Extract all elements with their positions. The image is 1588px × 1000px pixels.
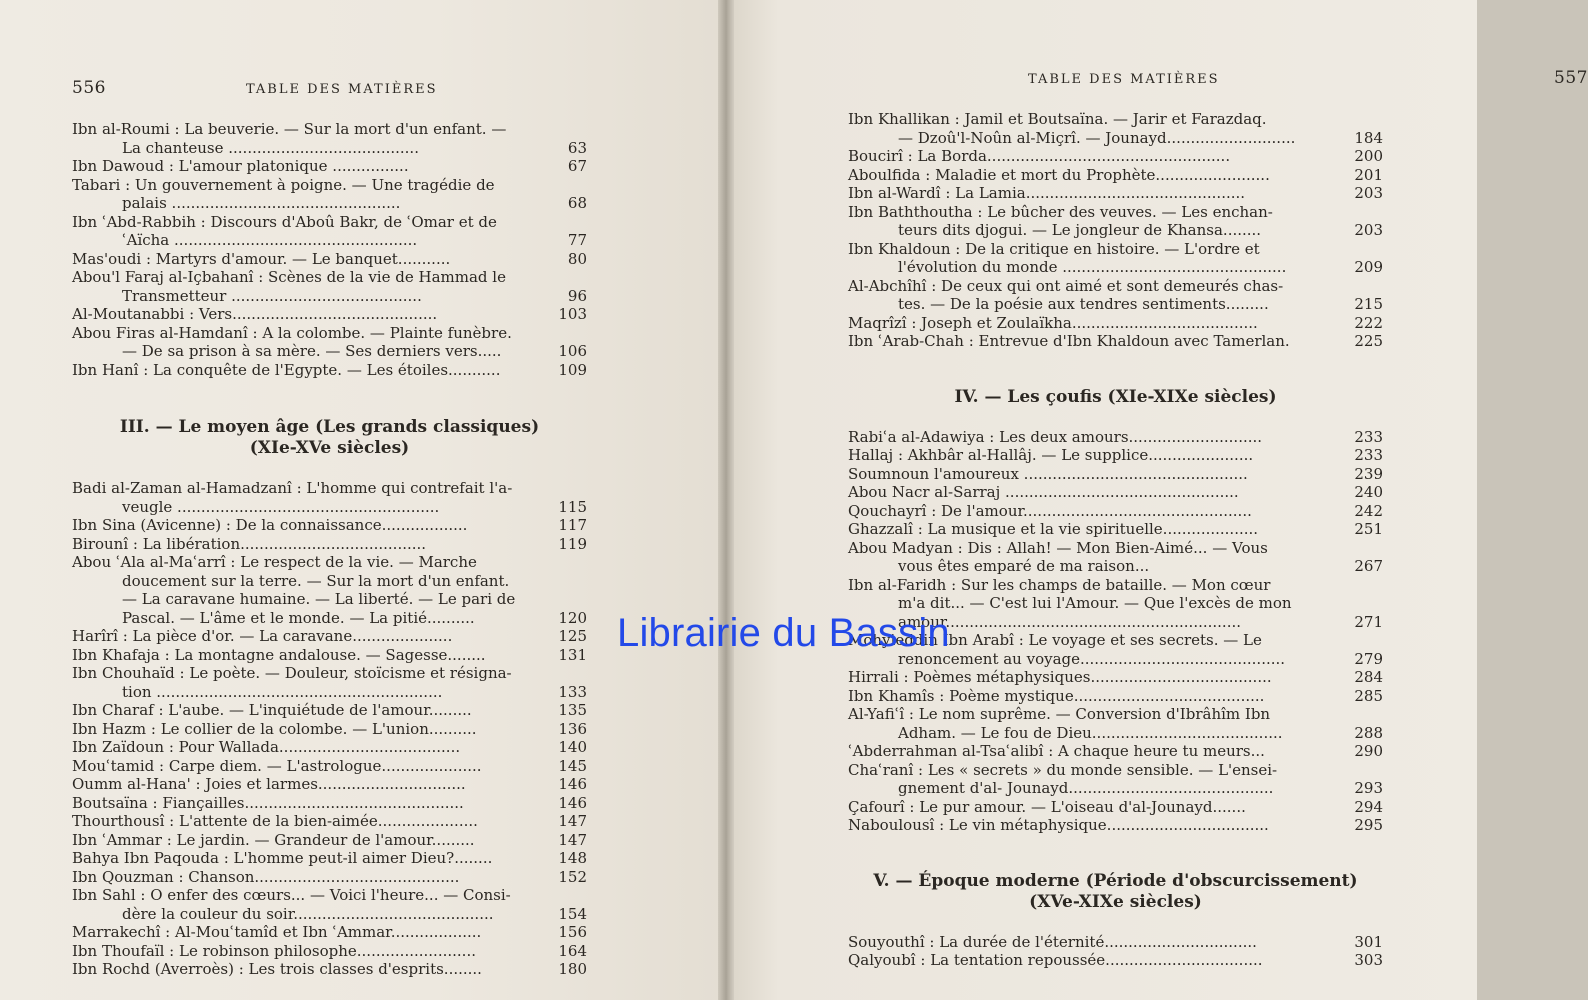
toc-entry-line: Ibn Zaïdoun : Pour Wallada...................................... [72, 738, 461, 756]
toc-entry-line: Ibn Dawoud : L'amour platonique ................ [72, 157, 409, 175]
toc-page-number: 288 [1354, 723, 1383, 742]
section-heading-v [848, 871, 1383, 913]
toc-entry-text [72, 553, 541, 627]
toc-entry [848, 951, 1383, 970]
toc-page-number: 146 [558, 793, 587, 812]
left-folio: 556 [72, 78, 106, 98]
toc-entry-line: Ibn Baththoutha : Le bûcher des veuves. — Les enchan- [848, 202, 1273, 221]
toc-entry [848, 147, 1383, 166]
left-page [0, 0, 722, 1000]
toc-page-number: 147 [558, 830, 587, 849]
toc-entry-line: Ibn Hazm : Le collier de la colombe. — L'union.......... [72, 719, 477, 738]
toc-page-number: 290 [1354, 742, 1383, 760]
toc-page-number: 77 [567, 231, 587, 249]
toc-entry-line: Ibn Qouzman : Chanson........................................... [72, 867, 460, 886]
toc-entry-line: ʿAbderrahman al-Tsaʿalibî : A chaque heure tu meurs... [848, 742, 1265, 760]
toc-entry-line: Hallaj : Akhbâr al-Hallâj. — Le supplice...................... [848, 446, 1254, 464]
toc-entry-line: Adham. — Le fou de Dieu........................................ [898, 723, 1283, 742]
toc-entry-text [72, 627, 541, 646]
toc-entry-line: Souyouthî : La durée de l'éternité................................ [848, 932, 1257, 951]
toc-entry-line: Al-Abchîhî : De ceux qui ont aimé et sont demeurés chas- [848, 276, 1284, 295]
toc-entry [72, 553, 587, 627]
toc-entry-text [848, 933, 1337, 952]
toc-entry [848, 761, 1383, 798]
toc-entry [72, 960, 587, 979]
toc-page-number: 117 [558, 516, 587, 534]
toc-entry-line: gnement d'al- Jounayd........................................... [898, 779, 1274, 797]
toc-entry [72, 213, 587, 250]
toc-entry-line: Soumnoun l'amoureux ............................................... [848, 464, 1248, 483]
toc-entry-text [72, 120, 541, 157]
toc-page-number: 294 [1354, 797, 1383, 816]
toc-page-number: 80 [567, 249, 587, 268]
toc-entry-line: Ibn ʿArab-Chah : Entrevue d'Ibn Khaldoun avec Tamerlan. [848, 332, 1290, 350]
toc-entry-line: Tabari : Un gouvernement à poigne. — Une tragédie de [72, 175, 495, 194]
toc-entry-line: Mouʿtamid : Carpe diem. — L'astrologue..................... [72, 756, 482, 775]
toc-entry [72, 324, 587, 361]
toc-entry [72, 176, 587, 213]
toc-entry-text [848, 428, 1337, 447]
toc-entry [848, 110, 1383, 147]
toc-entry [72, 775, 587, 794]
toc-entry-text [72, 535, 541, 554]
section-heading-line: III. — Le moyen âge (Les grands classiques) [119, 417, 540, 437]
toc-entry-text [848, 314, 1337, 333]
left-toc-top [72, 120, 587, 379]
toc-entry-line: Transmetteur ........................................ [122, 286, 422, 305]
toc-entry-line: palais ................................................ [122, 194, 401, 212]
toc-entry-line: Ibn ʿAmmar : Le jardin. — Grandeur de l'amour......... [72, 830, 475, 849]
toc-entry-line: m'a dit... — C'est lui l'Amour. — Que l'excès de mon [898, 594, 1292, 612]
toc-entry-line: Abou Firas al-Hamdanî : A la colombe. — Plainte funèbre. [72, 323, 512, 342]
right-toc-bottom [848, 933, 1383, 970]
toc-entry-line: Aboulfida : Maladie et mort du Prophète........................ [848, 165, 1270, 184]
toc-page-number: 203 [1354, 221, 1383, 239]
toc-entry [72, 664, 587, 701]
toc-entry-line: Maqrîzî : Joseph et Zoulaïkha....................................... [848, 313, 1258, 332]
toc-entry-line: Ibn Khamîs : Poème mystique........................................ [848, 686, 1265, 705]
toc-entry-text [848, 332, 1337, 351]
toc-entry [848, 933, 1383, 952]
toc-entry [72, 305, 587, 324]
toc-entry-line: Hirrali : Poèmes métaphysiques...................................... [848, 668, 1272, 686]
toc-entry-line: Qalyoubî : La tentation repoussée................................. [848, 951, 1263, 969]
toc-page-number: 285 [1354, 686, 1383, 705]
toc-page-number: 152 [558, 867, 587, 886]
toc-entry-text [72, 646, 541, 665]
toc-entry-text [848, 240, 1337, 277]
toc-entry-text [848, 742, 1337, 761]
toc-entry [72, 701, 587, 720]
toc-entry-line: Qouchayrî : De l'amour................................................ [848, 501, 1252, 520]
toc-entry-text [848, 761, 1337, 798]
toc-entry [72, 942, 587, 961]
toc-entry-line: Ibn Khaldoun : De la critique en histoire. — L'ordre et [848, 239, 1260, 258]
toc-entry [848, 816, 1383, 835]
toc-entry-line: tion ............................................................ [122, 682, 443, 701]
toc-entry [848, 687, 1383, 706]
toc-entry-line: Abou Madyan : Dis : Allah! — Mon Bien-Aimé... — Vous [848, 538, 1268, 557]
toc-entry [848, 277, 1383, 314]
toc-entry-text [848, 147, 1337, 166]
toc-entry-text [72, 923, 541, 942]
toc-entry-line: doucement sur la terre. — Sur la mort d'un enfant. [122, 571, 510, 590]
section-heading-line: (XVe-XIXe siècles) [1029, 891, 1202, 912]
toc-entry-text [848, 184, 1337, 203]
toc-entry-line: Thourthousî : L'attente de la bien-aimée..................... [72, 812, 478, 830]
toc-page-number: 136 [558, 719, 587, 738]
toc-entry-text [72, 812, 541, 831]
toc-entry [72, 757, 587, 776]
toc-entry-line: Ibn Chouhaïd : Le poète. — Douleur, stoïcisme et résigna- [72, 664, 512, 682]
toc-entry-text [848, 816, 1337, 835]
toc-entry-text [72, 868, 541, 887]
toc-entry-text [72, 324, 541, 361]
toc-entry [72, 479, 587, 516]
toc-entry-text [848, 798, 1337, 817]
toc-page-number: 242 [1354, 501, 1383, 520]
toc-entry-text [72, 757, 541, 776]
toc-entry-line: Chaʿranî : Les « secrets » du monde sensible. — L'ensei- [848, 760, 1278, 779]
toc-entry [72, 157, 587, 176]
toc-entry [72, 720, 587, 739]
toc-page-number: 68 [567, 194, 587, 212]
toc-entry-text [72, 942, 541, 961]
toc-entry-text [848, 277, 1337, 314]
toc-entry-line: Abou'l Faraj al-Içbahanî : Scènes de la vie de Hammad le [72, 268, 506, 286]
toc-entry [848, 742, 1383, 761]
toc-entry-line: Çafourî : Le pur amour. — L'oiseau d'al-Jounayd....... [848, 797, 1246, 816]
toc-page-number: 180 [558, 960, 587, 978]
toc-page-number: 271 [1354, 612, 1383, 631]
toc-entry-line: Ibn Khallikan : Jamil et Boutsaïna. — Jarir et Farazdaq. [848, 110, 1267, 128]
toc-entry-text [72, 664, 541, 701]
toc-page-number: 295 [1354, 816, 1383, 834]
toc-page-number: 147 [558, 812, 587, 830]
toc-entry-text [72, 268, 541, 305]
toc-entry-line: Boucirî : La Borda................................................... [848, 147, 1231, 165]
toc-entry [848, 240, 1383, 277]
toc-page-number: 301 [1354, 932, 1383, 951]
section-heading-line: (XIe-XVe siècles) [249, 438, 410, 458]
section-heading-line: IV. — Les çoufis (XIe-XIXe siècles) [954, 386, 1277, 407]
toc-entry-line: renoncement au voyage........................................... [898, 649, 1286, 668]
toc-entry-line: Abou Nacr al-Sarraj ................................................. [848, 483, 1239, 501]
toc-page-number: 267 [1354, 557, 1383, 575]
toc-entry [72, 738, 587, 757]
toc-entry-text [848, 705, 1337, 742]
toc-entry [72, 361, 587, 380]
toc-entry-text [72, 960, 541, 979]
toc-entry-line: Birounî : La libération....................................... [72, 534, 427, 553]
toc-page-number: 233 [1354, 427, 1383, 446]
toc-entry-text [848, 520, 1337, 539]
toc-entry-line: dère la couleur du soir.......................................... [122, 904, 494, 923]
toc-entry-text [72, 479, 541, 516]
toc-entry-text [72, 157, 541, 176]
toc-entry [848, 166, 1383, 185]
toc-entry-line: ʿAïcha ................................................... [122, 231, 418, 249]
toc-entry-text [848, 110, 1337, 147]
bookseller-watermark: Librairie du Bassin [617, 611, 950, 655]
toc-entry-line: Boutsaïna : Fiançailles.............................................. [72, 793, 464, 812]
toc-page-number: 293 [1354, 779, 1383, 797]
toc-entry [848, 798, 1383, 817]
toc-entry [848, 428, 1383, 447]
left-running-title: TABLE DES MATIÈRES [245, 82, 438, 97]
toc-entry [72, 535, 587, 554]
toc-page-number: 200 [1354, 147, 1383, 165]
toc-entry-text [72, 886, 541, 923]
toc-page-number: 131 [558, 645, 587, 664]
toc-entry-text [72, 213, 541, 250]
toc-entry [848, 314, 1383, 333]
toc-entry [848, 539, 1383, 576]
toc-page-number: 115 [558, 497, 587, 516]
section-heading-iv [848, 387, 1383, 408]
toc-page-number: 106 [558, 342, 587, 360]
toc-page-number: 239 [1354, 464, 1383, 483]
toc-entry-text [848, 465, 1337, 484]
toc-page-number: 156 [558, 923, 587, 941]
toc-entry [848, 668, 1383, 687]
toc-page-number: 146 [558, 775, 587, 793]
toc-page-number: 145 [558, 756, 587, 775]
toc-entry-line: Ibn al-Roumi : La beuverie. — Sur la mort d'un enfant. — [72, 120, 507, 138]
right-page [734, 0, 1588, 1000]
toc-page-number: 109 [558, 360, 587, 379]
toc-page-number: 201 [1354, 165, 1383, 184]
toc-entry-line: Ibn al-Wardî : La Lamia.............................................. [848, 184, 1246, 202]
toc-entry-text [72, 701, 541, 720]
toc-entry-text [72, 250, 541, 269]
toc-page-number: 184 [1354, 128, 1383, 147]
toc-entry [848, 502, 1383, 521]
toc-page-number: 225 [1354, 332, 1383, 350]
toc-entry-line: Al-Moutanabbi : Vers........................................... [72, 305, 438, 323]
toc-page-number: 148 [558, 849, 587, 867]
toc-entry-line: — La caravane humaine. — La liberté. — Le pari de [122, 590, 516, 608]
toc-entry-text [848, 539, 1337, 576]
toc-page-number: 209 [1354, 258, 1383, 276]
toc-entry-line: veugle ....................................................... [122, 497, 440, 516]
toc-entry-line: Oumm al-Hana' : Joies et larmes............................... [72, 775, 466, 793]
toc-entry-line: Ibn Charaf : L'aube. — L'inquiétude de l'amour......... [72, 701, 472, 719]
toc-page-number: 125 [558, 627, 587, 645]
toc-entry-line: Ibn Sina (Avicenne) : De la connaissance.................. [72, 516, 468, 534]
toc-entry-line: Naboulousî : Le vin métaphysique.................................. [848, 816, 1269, 834]
toc-entry-line: — Dzoû'l-Noûn al-Miçrî. — Jounayd........................... [898, 128, 1296, 147]
toc-entry [848, 705, 1383, 742]
toc-entry-text [72, 775, 541, 794]
toc-entry-text [848, 668, 1337, 687]
toc-entry [72, 250, 587, 269]
toc-entry-line: l'évolution du monde ............................................... [898, 258, 1287, 276]
toc-entry-line: Ibn Sahl : O enfer des cœurs... — Voici l'heure... — Consi- [72, 886, 511, 904]
toc-entry [72, 923, 587, 942]
toc-entry-line: vous êtes emparé de ma raison... [898, 557, 1150, 575]
toc-entry-line: Ghazzalî : La musique et la vie spirituelle.................... [848, 520, 1259, 538]
toc-page-number: 251 [1354, 520, 1383, 538]
toc-entry [72, 812, 587, 831]
toc-entry-line: La chanteuse ........................................ [122, 138, 419, 157]
toc-entry [848, 446, 1383, 465]
toc-page-number: 63 [567, 138, 587, 157]
toc-entry-line: amour.............................................................. [898, 612, 1242, 631]
toc-page-number: 154 [558, 904, 587, 923]
toc-page-number: 120 [558, 608, 587, 627]
toc-entry-text [848, 687, 1337, 706]
toc-entry-line: Al-Yafiʿî : Le nom suprême. — Conversion d'Ibrâhîm Ibn [848, 705, 1271, 723]
right-running-title: TABLE DES MATIÈRES [1028, 72, 1220, 87]
toc-entry [72, 886, 587, 923]
toc-entry-text [72, 738, 541, 757]
toc-entry [72, 794, 587, 813]
toc-entry [72, 868, 587, 887]
toc-page-number: 233 [1354, 446, 1383, 464]
toc-entry [848, 332, 1383, 351]
toc-entry-line: — De sa prison à sa mère. — Ses derniers vers..... [122, 342, 502, 360]
toc-page-number: 164 [558, 941, 587, 960]
toc-entry-line: Abou ʿAla al-Maʿarrî : Le respect de la vie. — Marche [72, 553, 477, 571]
toc-entry-text [72, 361, 541, 380]
toc-entry-text [848, 483, 1337, 502]
toc-entry-text [72, 516, 541, 535]
toc-entry-text [72, 831, 541, 850]
toc-entry [848, 520, 1383, 539]
toc-page-number: 133 [558, 682, 587, 701]
toc-page-number: 67 [567, 157, 587, 175]
toc-entry-line: teurs dits djogui. — Le jongleur de Khansa........ [898, 221, 1262, 239]
toc-page-number: 119 [558, 534, 587, 553]
toc-entry-line: Marrakechî : Al-Mouʿtamîd et Ibn ʿAmmar................... [72, 923, 482, 941]
toc-page-number: 279 [1354, 649, 1383, 668]
right-toc-top [848, 110, 1383, 351]
toc-page-number: 215 [1354, 295, 1383, 313]
toc-entry-line: Ibn al-Faridh : Sur les champs de bataille. — Mon cœur [848, 575, 1271, 594]
toc-entry-text [848, 166, 1337, 185]
toc-entry-text [848, 446, 1337, 465]
toc-page-number: 140 [558, 738, 587, 756]
toc-page-number: 96 [567, 286, 587, 305]
section-heading-line: V. — Époque moderne (Période d'obscurcissement) [873, 870, 1358, 891]
toc-entry-text [72, 794, 541, 813]
toc-entry-line: Pascal. — L'âme et le monde. — La pitié.......... [122, 608, 475, 627]
toc-entry-text [72, 305, 541, 324]
toc-entry-line: Harîrî : La pièce d'or. — La caravane..................... [72, 627, 453, 645]
toc-entry [72, 268, 587, 305]
toc-entry-line: Ibn Rochd (Averroès) : Les trois classes d'esprits........ [72, 960, 482, 978]
toc-entry-text [848, 502, 1337, 521]
right-folio: 557 [1554, 68, 1588, 88]
toc-page-number: 203 [1354, 184, 1383, 202]
left-toc-bottom [72, 479, 587, 979]
toc-page-number: 284 [1354, 668, 1383, 686]
toc-entry [72, 120, 587, 157]
toc-page-number: 240 [1354, 483, 1383, 501]
toc-entry [848, 203, 1383, 240]
section-heading-iii [72, 417, 587, 459]
toc-entry [72, 849, 587, 868]
left-running-head [72, 78, 722, 98]
toc-entry [848, 465, 1383, 484]
toc-entry [848, 184, 1383, 203]
toc-entry-line: Mas'oudi : Martyrs d'amour. — Le banquet........... [72, 249, 451, 268]
toc-entry-line: Ibn Thoufaïl : Le robinson philosophe......................... [72, 941, 476, 960]
toc-entry-text [848, 951, 1337, 970]
toc-page-number: 135 [558, 701, 587, 719]
toc-entry-line: Ibn Khafaja : La montagne andalouse. — Sagesse........ [72, 645, 486, 664]
toc-page-number: 103 [558, 305, 587, 323]
toc-page-number: 222 [1354, 313, 1383, 332]
toc-entry-line: Bahya Ibn Paqouda : L'homme peut-il aimer Dieu?........ [72, 849, 493, 867]
toc-entry [72, 627, 587, 646]
toc-entry-line: Mohyieddin Ibn Arabî : Le voyage et ses secrets. — Le [848, 631, 1262, 649]
toc-entry-line: Ibn Hanî : La conquête de l'Egypte. — Les étoiles........... [72, 360, 501, 379]
toc-entry [848, 483, 1383, 502]
toc-entry-text [848, 203, 1337, 240]
right-running-head [1028, 68, 1588, 88]
toc-entry [72, 831, 587, 850]
toc-entry-text [72, 176, 541, 213]
toc-entry-text [72, 849, 541, 868]
toc-entry-line: Ibn ʿAbd-Rabbih : Discours d'Aboû Bakr, de ʿOmar et de [72, 212, 497, 231]
toc-entry-line: Badi al-Zaman al-Hamadzanî : L'homme qui contrefait l'a- [72, 479, 513, 497]
toc-entry-text [72, 720, 541, 739]
toc-entry [72, 646, 587, 665]
toc-entry-line: tes. — De la poésie aux tendres sentiments......... [898, 295, 1269, 313]
toc-page-number: 303 [1354, 951, 1383, 969]
toc-entry-line: Rabiʿa al-Adawiya : Les deux amours............................ [848, 427, 1263, 446]
toc-entry [72, 516, 587, 535]
